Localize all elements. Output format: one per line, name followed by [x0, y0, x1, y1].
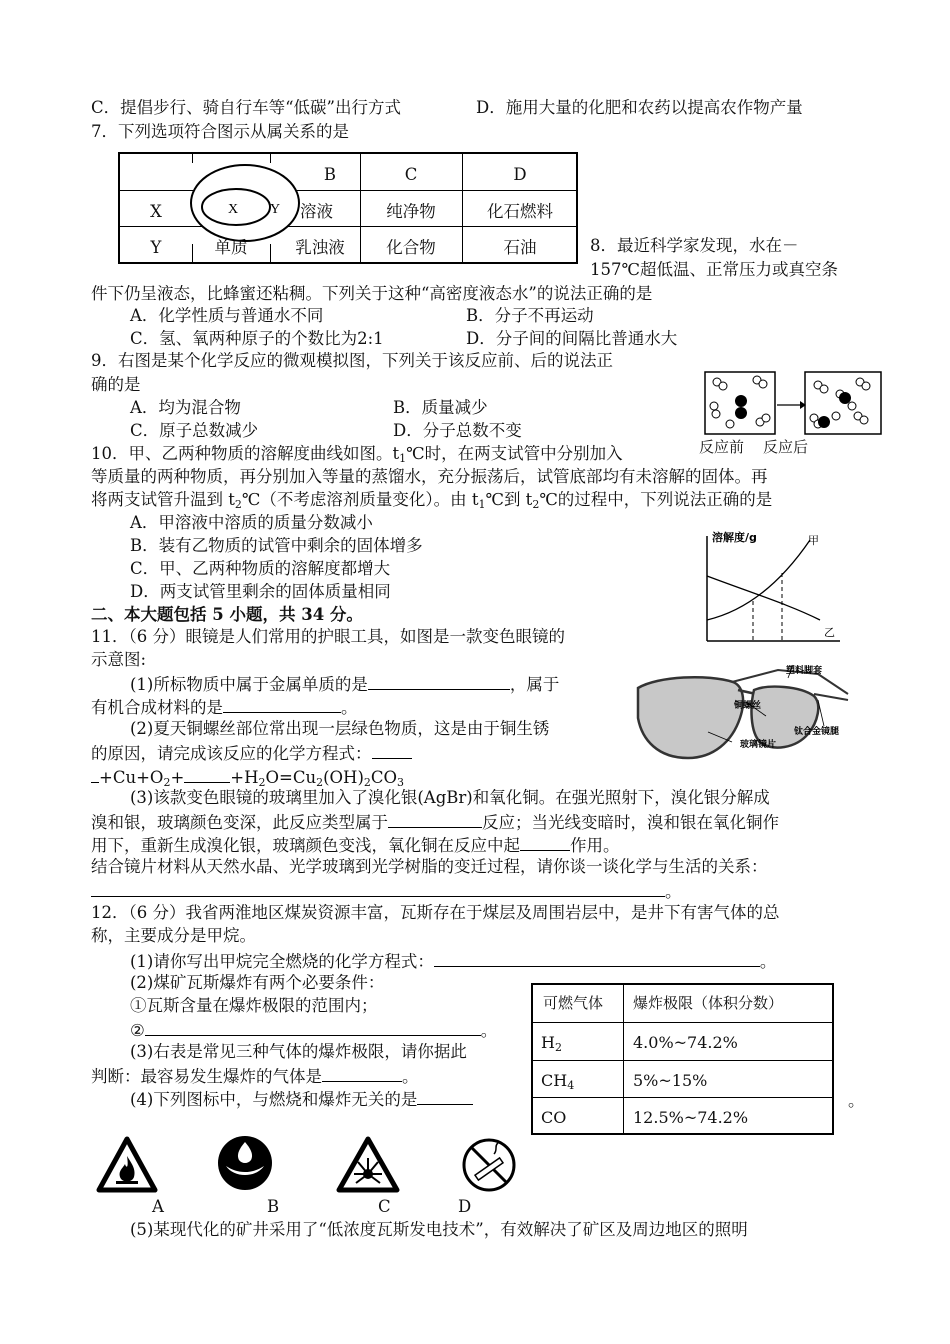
q8-option-b: B．分子不再运动 [466, 306, 594, 325]
q12-stem-2: 称，主要成分是甲烷。 [91, 926, 256, 945]
q12-icon-label-b: B [267, 1197, 280, 1216]
q8-stem-2: 157℃超低温、正常压力或真空条 [590, 260, 838, 279]
q12-part-3: (3)右表是常见三种气体的爆炸极限，请你据此 [130, 1042, 467, 1061]
q12-part-2-cond-2: ② 。 [130, 1021, 498, 1040]
q12-icon-label-a: A [152, 1197, 164, 1216]
q12-part-4-end: 。 [848, 1091, 865, 1110]
q10-stem-1: 10．甲、乙两种物质的溶解度曲线如图。$t_1℃$时，在两支试管中分别加入 [91, 444, 623, 465]
section-2-title: 二、本大题包括 5 小题，共 34 分。 [91, 605, 363, 624]
q9-label-before: 反应前 [699, 438, 745, 456]
q12-table-gas-ch4: $CH_4$ [541, 1071, 575, 1092]
q11-label-copper-screw: 铜螺丝 [734, 701, 762, 711]
q10-solubility-graph [700, 528, 850, 646]
q10-stem-2: 等质量的两种物质，再分别加入等量的蒸馏水，充分振荡后，试管底部均有未溶解的固体。再 [91, 467, 768, 486]
q8-stem-3: 件下仍呈液态，比蜂蜜还粘稠。下列关于这种“高密度液态水”的说法正确的是 [91, 284, 653, 303]
q9-option-b: B．质量减少 [393, 398, 488, 417]
q7-row-y-d: 石油 [503, 238, 537, 257]
q9-option-a: A．均为混合物 [130, 398, 241, 417]
q7-diagram-y: Y [270, 202, 281, 217]
q11-part-3: (3)该款变色眼镜的玻璃里加入了溴化银(AgBr)和氧化铜。在强光照射下，溴化银分解成 [130, 788, 770, 807]
q11-part-3-line-5: 。 [91, 882, 682, 901]
q10-option-b: B．装有乙物质的试管中剩余的固体增多 [130, 536, 423, 555]
q11-blank-relation[interactable] [91, 882, 665, 897]
q7-diagram-x: X [228, 202, 239, 217]
q7-stem: 7．下列选项符合图示从属关系的是 [91, 122, 349, 141]
q12-table-header-limit: 爆炸极限（体积分数） [633, 994, 784, 1012]
q11-blank-eq-1[interactable] [372, 744, 412, 759]
q11-label-titanium-leg: 钛合金镜腿 [794, 727, 840, 737]
q7-header-b: B [323, 165, 337, 184]
q8-option-c: C．氢、氧两种原子的个数比为2:1 [130, 329, 384, 348]
no-smoking-icon [460, 1136, 518, 1194]
q8-option-d: D．分子间的间隔比普通水大 [466, 329, 678, 348]
q11-part-3-line-4: 结合镜片材料从天然水晶、光学玻璃到光学树脂的变迁过程，请你谈一谈化学与生活的关系： [91, 857, 768, 876]
q10-graph-yi: 乙 [824, 626, 835, 639]
q12-part-4: (4)下列图标中，与燃烧和爆炸无关的是 [130, 1090, 473, 1109]
q12-table-gas-co: CO [541, 1108, 567, 1127]
q11-blank-organic[interactable] [223, 698, 341, 713]
q11-part-1-cont: 有机合成材料的是 。 [91, 698, 358, 717]
q11-blank-reaction-type[interactable] [388, 813, 482, 828]
q12-icon-label-c: C [378, 1197, 391, 1216]
q7-row-x-b: 溶液 [300, 202, 333, 221]
q12-blank-equation[interactable] [434, 952, 760, 967]
q9-stem-1: 9．右图是某个化学反应的微观模拟图，下列关于该反应前、后的说法正 [91, 351, 613, 370]
q6-option-d: D．施用大量的化肥和农药以提高农作物产量 [476, 98, 803, 117]
q9-option-d: D．分子总数不变 [393, 421, 522, 440]
q7-row-x-d: 化石燃料 [487, 202, 553, 221]
q6-option-c: C．提倡步行、骑自行车等“低碳”出行方式 [91, 98, 401, 117]
q10-option-c: C．甲、乙两种物质的溶解度都增大 [130, 559, 391, 578]
q12-table-header-gas: 可燃气体 [543, 994, 604, 1012]
q11-label-plastic-tip: 塑料脚套 [786, 666, 823, 676]
q7-table [118, 152, 578, 264]
q12-part-2-cond-1: ①瓦斯含量在爆炸极限的范围内； [130, 996, 378, 1015]
explosive-warning-icon [336, 1136, 400, 1194]
q8-stem-1: 8．最近科学家发现，水在－ [590, 236, 799, 255]
q11-part-3-line-2: 溴和银，玻璃颜色变深，此反应类型属于 反应；当光线变暗时，溴和银在氧化铜作 [91, 813, 779, 832]
q11-stem-1: 11．（6 分）眼镜是人们常用的护眼工具，如图是一款变色眼镜的 [91, 627, 565, 646]
q10-graph-ylabel: 溶解度/g [712, 531, 757, 544]
q12-blank-icon[interactable] [417, 1090, 473, 1105]
q9-stem-2: 确的是 [91, 375, 141, 394]
q11-blank-metal[interactable] [368, 675, 510, 690]
q8-option-a: A．化学性质与普通水不同 [130, 306, 324, 325]
q12-part-5: (5)某现代化的矿井采用了“低浓度瓦斯发电技术”，有效解决了矿区及周边地区的照明 [130, 1220, 748, 1239]
q11-part-1: (1)所标物质中属于金属单质的是 ，属于 [130, 675, 560, 694]
q12-part-1: (1)请你写出甲烷完全燃烧的化学方程式： 。 [130, 952, 777, 971]
q12-table-gas-h2: $H_2$ [541, 1033, 562, 1054]
q7-row-y-c: 化合物 [386, 238, 436, 257]
q9-label-after: 反应后 [763, 438, 809, 456]
q7-header-d: D [513, 165, 527, 184]
q10-option-a: A．甲溶液中溶质的质量分数减小 [130, 513, 373, 532]
q12-table-range-co: 12.5%~74.2% [633, 1108, 749, 1127]
toxic-symbol-icon [216, 1134, 274, 1192]
q10-graph-jia: 甲 [808, 534, 819, 547]
q11-blank-role[interactable] [520, 836, 570, 851]
q10-option-d: D．两支试管里剩余的固体质量相同 [130, 582, 391, 601]
q11-part-2-cont: 的原因，请完成该反应的化学方程式： [91, 744, 412, 763]
q12-explosion-table [531, 983, 834, 1135]
flammable-warning-icon [96, 1136, 158, 1194]
q12-blank-condition[interactable] [145, 1021, 481, 1036]
q12-table-range-ch4: 5%~15% [633, 1071, 708, 1090]
q11-part-3-line-3: 用下，重新生成溴化银，玻璃颜色变浅，氧化铜在反应中起 作用。 [91, 836, 620, 855]
q12-blank-gas[interactable] [322, 1067, 402, 1082]
q11-stem-2: 示意图: [91, 650, 147, 669]
q12-part-2: (2)煤矿瓦斯爆炸有两个必要条件： [130, 973, 385, 992]
q11-equation: $+Cu+O_2+ +H_2O=Cu_2(OH)_2CO_3$ [91, 768, 404, 788]
q7-row-x-c: 纯净物 [386, 202, 436, 221]
q7-row-y-label: Y [150, 238, 162, 257]
q12-stem-1: 12．（6 分）我省两淮地区煤炭资源丰富，瓦斯存在于煤层及周围岩层中，是井下有害气体的总 [91, 903, 780, 922]
q11-part-2: (2)夏天铜螺丝部位常出现一层绿色物质，这是由于铜生锈 [130, 719, 550, 738]
q9-option-c: C．原子总数减少 [130, 421, 259, 440]
q10-stem-3: 将两支试管升温到 $t_2℃$（不考虑溶剂质量变化）。由 $t_1℃$到 $t_2℃$的过程中，下列说法正确的是 [91, 490, 773, 511]
q9-reaction-diagram [700, 370, 890, 438]
q7-header-c: C [404, 165, 418, 184]
q7-row-y-a: 单质 [214, 238, 248, 257]
q7-row-x-label: X [150, 202, 162, 221]
q12-part-3-cont: 判断：最容易发生爆炸的气体是 。 [91, 1067, 419, 1086]
q7-row-y-b: 乳浊液 [295, 238, 345, 257]
q12-table-range-h2: 4.0%~74.2% [633, 1033, 738, 1052]
q11-glasses-figure [628, 660, 856, 768]
q7-diagram [188, 160, 302, 246]
q11-blank-eq-2[interactable] [184, 768, 230, 783]
q12-icon-label-d: D [458, 1197, 472, 1216]
q11-label-glass-lens: 玻璃镜片 [740, 740, 777, 750]
